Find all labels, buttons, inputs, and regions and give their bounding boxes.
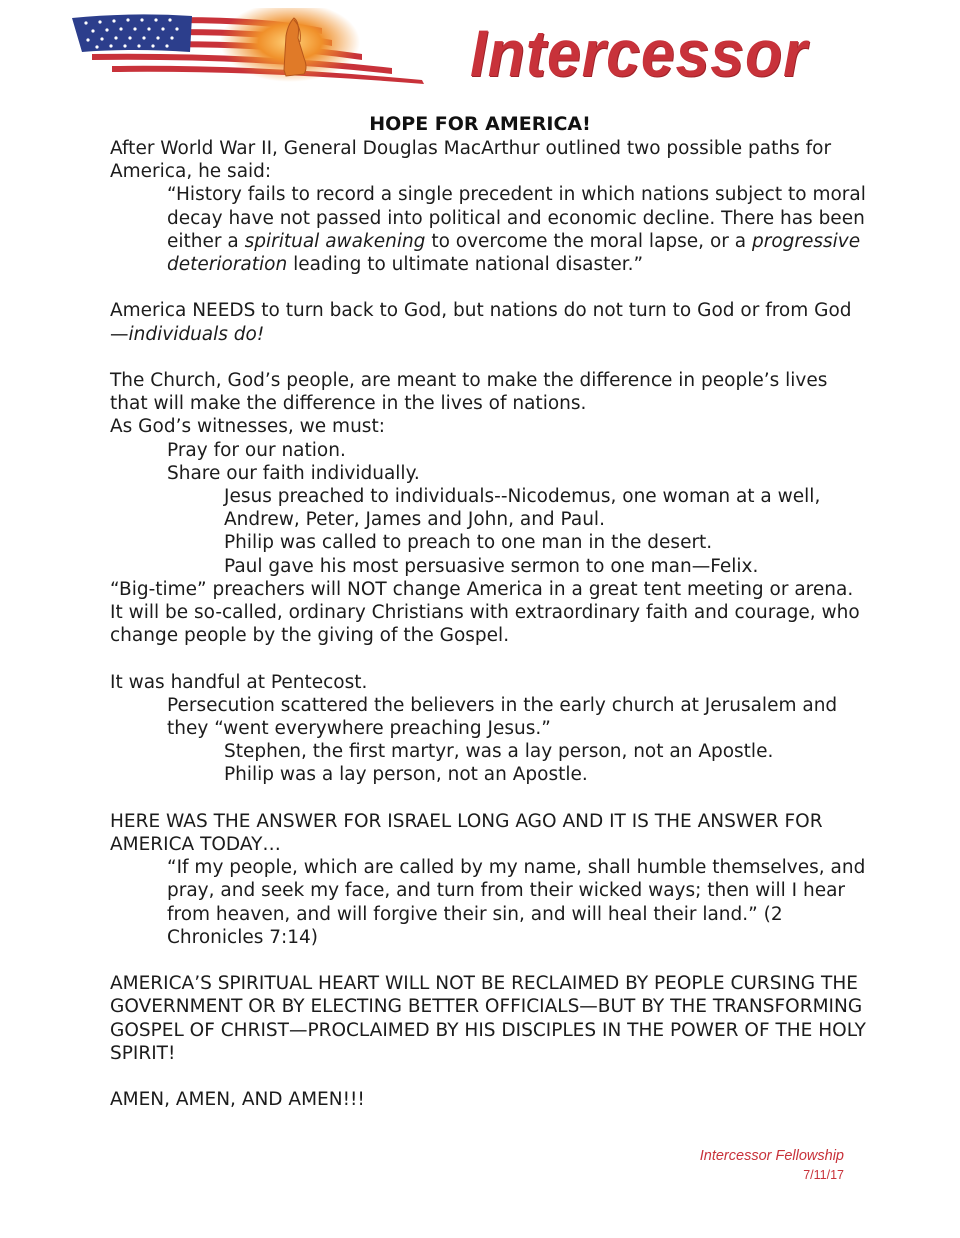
footer-date: 7/11/17	[803, 1168, 844, 1182]
quote-text-a: “History fails to record a single precedent in which nations subject to moral decay have not passed into political and economic decline. There has been either a	[167, 184, 866, 252]
letter-body	[110, 137, 870, 1111]
letterhead	[0, 0, 960, 100]
macarthur-quote	[110, 183, 870, 276]
persecution-paragraph: Persecution scattered the believers in the early church at Jerusalem and they “went everywhere preaching Jesus.”	[167, 694, 838, 740]
quote-emphasis-1: spiritual awakening	[244, 230, 426, 252]
page-title: HOPE FOR AMERICA!	[369, 113, 591, 135]
bigtime-paragraph: “Big-time” preachers will NOT change America in a great tent meeting or arena. It will be so-called, ordinary Christians with extraordinary faith and courage, who change people by the giving of the Gospel.	[110, 578, 860, 647]
answer-paragraph: HERE WAS THE ANSWER FOR ISRAEL LONG AGO AND IT IS THE ANSWER FOR AMERICA TODAY…	[110, 810, 823, 856]
quote-emphasis-2: progressive deterioration	[167, 230, 861, 276]
amen-line: AMEN, AMEN, AND AMEN!!!	[110, 1089, 365, 1111]
needs-text: America NEEDS to turn back to God, but nations do not turn to God or from God—	[110, 300, 852, 345]
church-paragraph: The Church, God’s people, are meant to make the difference in people’s lives that will make the difference in the lives of nations.	[110, 370, 828, 415]
must-item: Pray for our nation.	[167, 439, 346, 461]
needs-paragraph	[110, 299, 870, 345]
scripture-quote: “If my people, which are called by my name, shall humble themselves, and pray, and seek my face, and turn from their wicked ways; then will I hear from heaven, and will forgive their sin, and will heal their land.” (2 Chronicles 7:14)	[167, 857, 866, 948]
footer-organization: Intercessor Fellowship	[699, 1148, 844, 1164]
example-item: Philip was called to preach to one man in the desert.	[224, 532, 713, 554]
stephen-line: Stephen, the first martyr, was a lay person, not an Apostle.	[224, 741, 774, 763]
example-item: Paul gave his most persuasive sermon to one man—Felix.	[224, 555, 759, 577]
intro-paragraph: After World War II, General Douglas MacArthur outlined two possible paths for America, he said:	[110, 138, 832, 183]
witnesses-line: As God’s witnesses, we must:	[110, 416, 385, 438]
heart-paragraph: AMERICA’S SPIRITUAL HEART WILL NOT BE RECLAIMED BY PEOPLE CURSING THE GOVERNMENT OR BY ELECTING BETTER OFFICIALS—BUT BY THE TRANSFORMING GOSPEL OF CHRIST—PROCLAIMED BY HIS DISCIPLES IN THE POWER OF THE HOLY SPIRIT!	[110, 973, 866, 1064]
example-item: Jesus preached to individuals--Nicodemus, one woman at a well, Andrew, Peter, James and John, and Paul.	[224, 486, 821, 531]
brand-name: Intercessor	[470, 16, 808, 90]
pentecost-line: It was handful at Pentecost.	[110, 671, 368, 693]
must-item: Share our faith individually.	[167, 462, 420, 484]
philip-line: Philip was a lay person, not an Apostle.	[224, 764, 588, 786]
quote-text-c: leading to ultimate national disaster.”	[287, 254, 644, 276]
quote-text-b: to overcome the moral lapse, or a	[425, 230, 752, 252]
flag-praying-hands-icon	[72, 8, 434, 86]
needs-emphasis: individuals do!	[128, 323, 265, 345]
